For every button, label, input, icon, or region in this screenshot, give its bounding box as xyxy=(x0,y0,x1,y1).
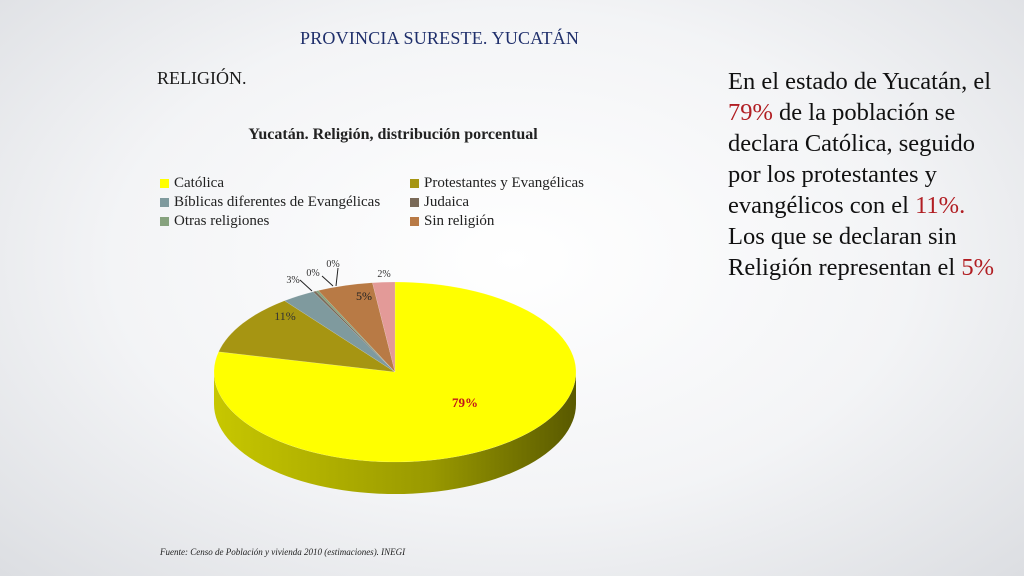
legend-label: Católica xyxy=(174,175,224,191)
pie-data-label: 0% xyxy=(326,259,340,270)
section-label: RELIGIÓN. xyxy=(157,68,247,88)
pie-data-label: 0% xyxy=(306,268,320,279)
pie-data-label: 11% xyxy=(274,309,296,323)
narrative-part-1: En el estado de Yucatán, el xyxy=(728,68,992,95)
legend-label: Protestantes y Evangélicas xyxy=(424,175,584,191)
pie-leader-line xyxy=(336,268,338,286)
legend-label: Bíblicas diferentes de Evangélicas xyxy=(174,194,381,210)
legend-label: Sin religión xyxy=(424,213,495,229)
source-note: Fuente: Censo de Población y vivienda 2010 (estimaciones). INEGI xyxy=(160,547,406,557)
legend-label: Judaica xyxy=(424,194,469,210)
pie-data-label: 5% xyxy=(356,289,372,303)
pie-data-label: 79% xyxy=(452,395,478,410)
pie-data-label: 3% xyxy=(286,275,300,286)
pie-data-label: 2% xyxy=(377,269,391,280)
narrative-text xyxy=(728,66,1008,283)
narrative-part-2: de la población se declara Católica, seguido por los protestantes y evangélicos con el xyxy=(728,99,975,219)
highlight-sin-religion-percent: 5% xyxy=(961,254,995,281)
highlight-protestantes-percent: 11%. xyxy=(915,192,966,219)
pie-leader-line xyxy=(322,276,333,286)
highlight-catolica-percent: 79% xyxy=(728,99,773,126)
pie-leader-line xyxy=(300,280,312,291)
legend-label: Otras religiones xyxy=(174,213,270,229)
slide-title: PROVINCIA SURESTE. YUCATÁN xyxy=(300,28,580,48)
narrative-part-3: Los que se declaran sin Religión representan el xyxy=(728,223,962,281)
chart-title: Yucatán. Religión, distribución porcentual xyxy=(248,126,538,143)
